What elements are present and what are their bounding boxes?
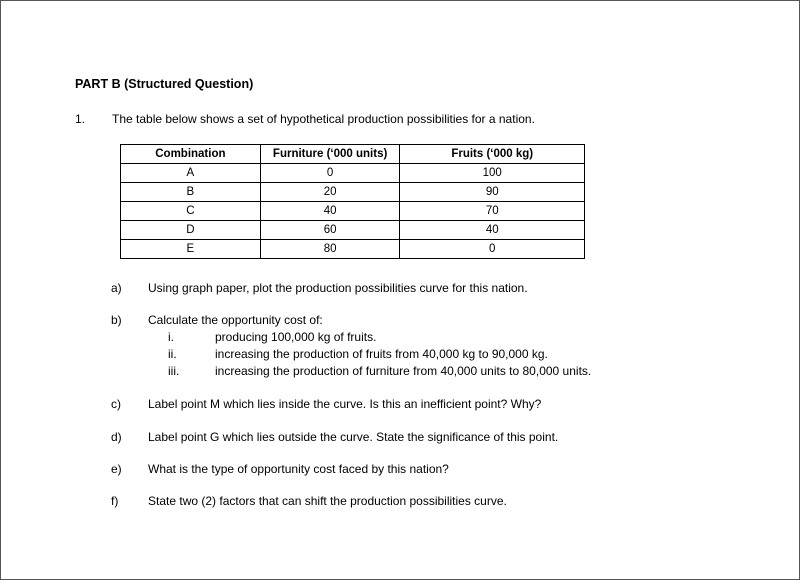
cell-furniture: 80: [260, 240, 400, 259]
part-a-text: Using graph paper, plot the production possibilities curve for this nation.: [148, 281, 528, 295]
cell-fruits: 100: [400, 164, 585, 183]
header-furniture: Furniture (‘000 units): [260, 145, 400, 164]
part-c-text: Label point M which lies inside the curve. Is this an inefficient point? Why?: [148, 397, 542, 411]
cell-combination: D: [121, 221, 261, 240]
part-f-text: State two (2) factors that can shift the production possibilities curve.: [148, 494, 507, 508]
question-number: 1.: [75, 112, 86, 126]
part-e-text: What is the type of opportunity cost faced by this nation?: [148, 462, 449, 476]
table-row: [121, 221, 585, 240]
cell-furniture: 0: [260, 164, 400, 183]
part-b-text: Calculate the opportunity cost of:: [148, 313, 323, 327]
cell-combination: E: [121, 240, 261, 259]
table-row: [121, 202, 585, 221]
cell-combination: A: [121, 164, 261, 183]
cell-furniture: 40: [260, 202, 400, 221]
cell-fruits: 70: [400, 202, 585, 221]
part-b-item-text: producing 100,000 kg of fruits.: [215, 330, 377, 344]
part-b-label: b): [111, 313, 122, 327]
part-f-label: f): [111, 494, 119, 508]
part-b-item-number: i.: [168, 330, 174, 344]
part-d-text: Label point G which lies outside the curve. State the significance of this point.: [148, 430, 559, 444]
cell-furniture: 20: [260, 183, 400, 202]
part-a-label: a): [111, 281, 122, 295]
table-row: [121, 183, 585, 202]
header-fruits: Fruits (‘000 kg): [400, 145, 585, 164]
production-possibilities-table: [120, 144, 585, 259]
table-row: [121, 240, 585, 259]
table-header-row: [121, 145, 585, 164]
table-row: [121, 164, 585, 183]
part-b-item-text: increasing the production of furniture from 40,000 units to 80,000 units.: [215, 364, 592, 378]
cell-fruits: 40: [400, 221, 585, 240]
cell-fruits: 0: [400, 240, 585, 259]
cell-furniture: 60: [260, 221, 400, 240]
cell-combination: C: [121, 202, 261, 221]
part-b-item-text: increasing the production of fruits from 40,000 kg to 90,000 kg.: [215, 347, 548, 361]
part-c-label: c): [111, 397, 121, 411]
part-d-label: d): [111, 430, 122, 444]
header-combination: Combination: [121, 145, 261, 164]
part-b-item-number: iii.: [168, 364, 180, 378]
part-title: PART B (Structured Question): [75, 77, 254, 91]
part-b-item-number: ii.: [168, 347, 177, 361]
question-text: The table below shows a set of hypothetical production possibilities for a nation.: [112, 112, 535, 126]
cell-combination: B: [121, 183, 261, 202]
cell-fruits: 90: [400, 183, 585, 202]
part-e-label: e): [111, 462, 122, 476]
